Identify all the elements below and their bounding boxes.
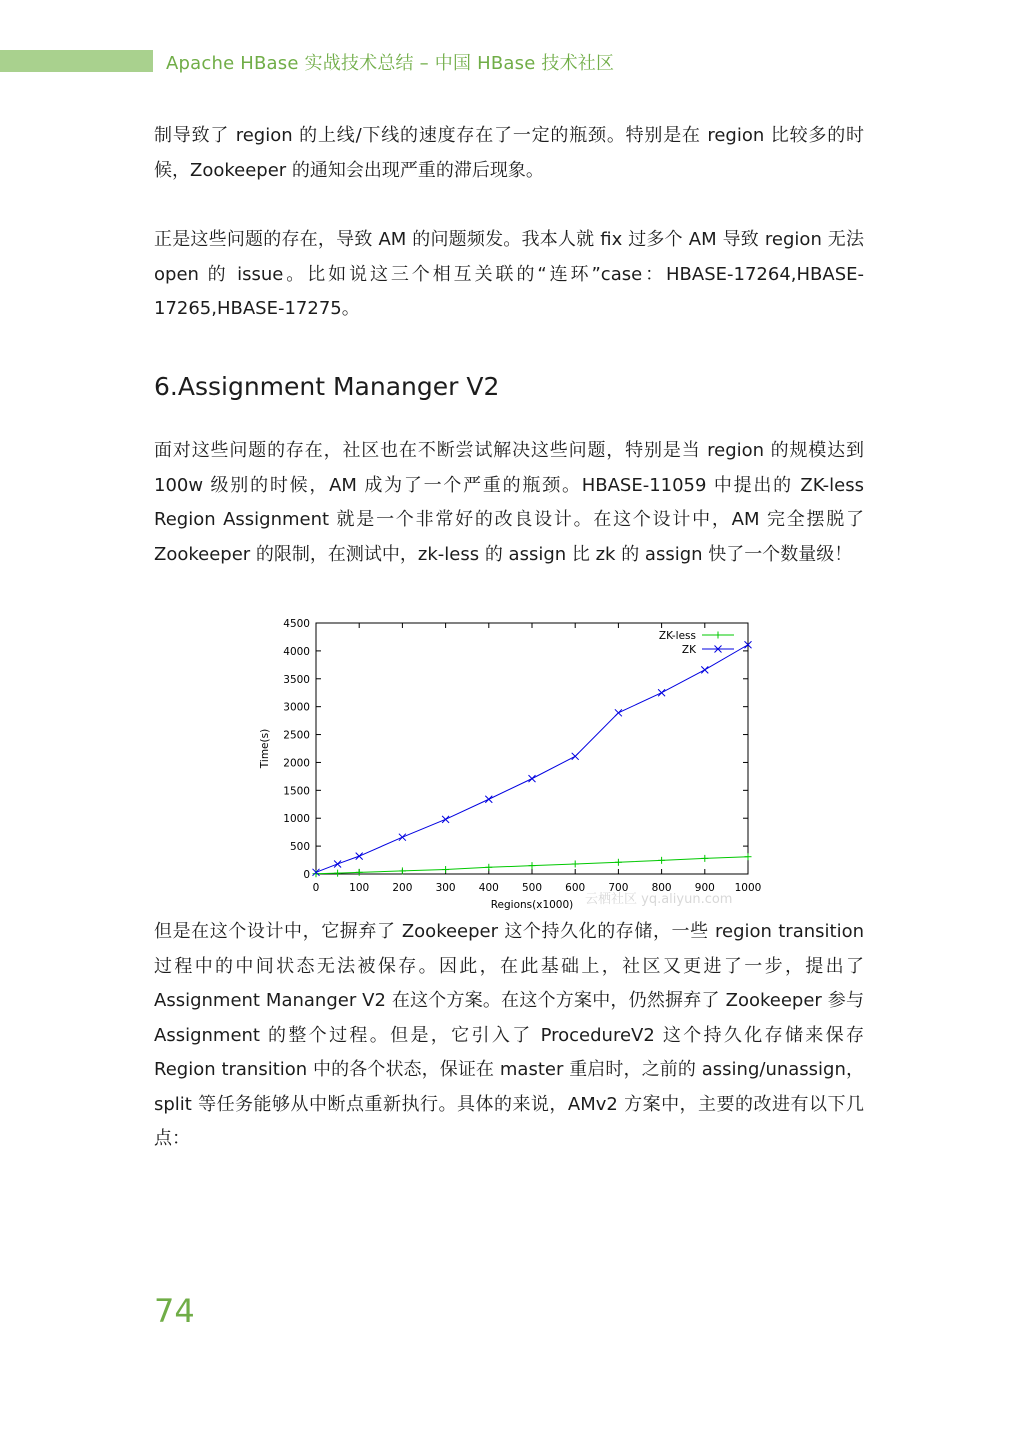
x-tick-label: 100 xyxy=(349,882,370,894)
header-accent-bar xyxy=(0,50,153,72)
plot-frame xyxy=(316,623,748,874)
paragraph-2: 正是这些问题的存在，导致 AM 的问题频发。我本人就 fix 过多个 AM 导致 region 无法 open 的 issue。比如说这三个相互关联的“连环”case：HBASE-17264,HBASE-17265,HBASE-17275。 xyxy=(154,229,864,319)
x-tick-label: 600 xyxy=(565,882,586,894)
x-tick-label: 500 xyxy=(521,882,543,894)
paragraph-3: 面对这些问题的存在，社区也在不断尝试解决这些问题，特别是当 region 的规模达到 100w 级别的时候，AM 成为了一个严重的瓶颈。HBASE-11059 中提出的 ZK-less Region Assignment 就是一个非常好的改良设计。在这个设计中，AM 完全摆脱了 Zookeeper 的限制，在测试中，zk-less 的 assign 比 zk 的 assign 快了一个数量级！ xyxy=(154,440,864,565)
y-tick-label: 1500 xyxy=(283,785,310,798)
y-tick-label: 3000 xyxy=(283,701,310,714)
y-tick-label: 4000 xyxy=(283,645,310,658)
y-tick-label: 1000 xyxy=(283,813,310,826)
y-tick-label: 3500 xyxy=(283,673,310,686)
running-header: Apache HBase 实战技术总结 – 中国 HBase 技术社区 xyxy=(166,53,615,74)
page-number: 74 xyxy=(154,1292,195,1330)
y-tick-label: 2500 xyxy=(283,729,310,742)
x-tick-label: 800 xyxy=(651,882,672,894)
chart-svg xyxy=(250,612,770,918)
legend-label-zk-less: ZK-less xyxy=(658,630,696,642)
y-tick-label: 4500 xyxy=(283,618,310,630)
x-tick-label: 200 xyxy=(392,882,413,894)
paragraph-1: 制导致了 region 的上线/下线的速度存在了一定的瓶颈。特别是在 region 比较多的时候，Zookeeper 的通知会出现严重的滞后现象。 xyxy=(154,125,864,181)
y-tick-label: 0 xyxy=(303,869,310,881)
y-axis-label: Time(s) xyxy=(259,728,271,769)
x-tick-label: 900 xyxy=(694,882,715,894)
watermark: 云栖社区 yq.aliyun.com xyxy=(585,892,733,907)
y-tick-label: 2000 xyxy=(283,757,310,770)
legend-label-zk: ZK xyxy=(681,644,696,656)
line-chart xyxy=(250,612,770,918)
x-axis-label: Regions(x1000) xyxy=(490,899,574,911)
x-tick-label: 700 xyxy=(608,882,629,894)
y-tick-label: 500 xyxy=(289,841,310,854)
x-tick-label: 1000 xyxy=(734,882,762,894)
paragraph-4: 但是在这个设计中，它摒弃了 Zookeeper 这个持久化的存储，一些 region transition 过程中的中间状态无法被保存。因此，在此基础上，社区又更进了一步，提出了 Assignment Mananger V2 在这个方案。在这个方案中，仍然摒弃了 Zookeeper 参与 Assignment 的整个过程。但是，它引入了 ProcedureV2 这个持久化存储来保存 Region transition 中的各个状态，保证在 master 重启时，之前的 assing/unassign，split 等任务能够从中断点重新执行。具体的来说，AMv2 方案中，主要的改进有以下几点： xyxy=(154,921,864,1149)
x-tick-label: 400 xyxy=(478,882,499,894)
x-tick-label: 0 xyxy=(312,882,320,894)
series-line-zk xyxy=(316,645,748,873)
x-tick-label: 300 xyxy=(435,882,456,894)
section-heading: 6.Assignment Mananger V2 xyxy=(154,372,500,401)
